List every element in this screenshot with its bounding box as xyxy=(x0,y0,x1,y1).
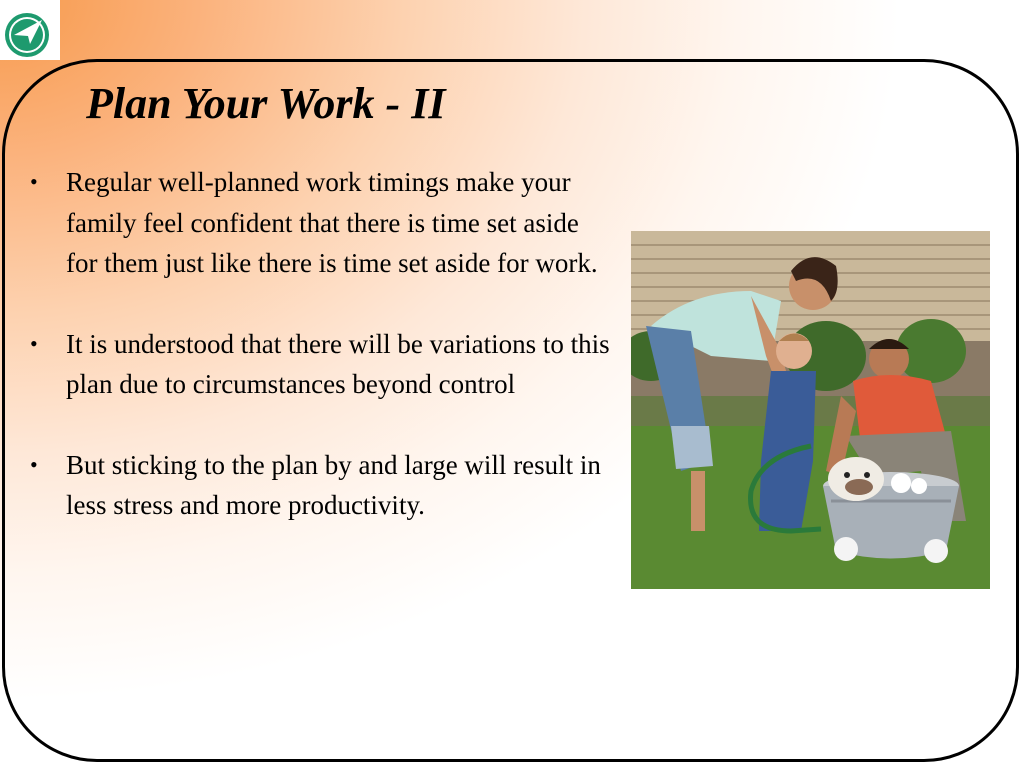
bullet-dot: • xyxy=(30,451,38,477)
bullet-text: Regular well-planned work timings make your family feel confident that there is time set aside for them just like there is time set aside for work. xyxy=(66,167,598,278)
bullet-dot: • xyxy=(30,330,38,356)
bullet-dot: • xyxy=(30,169,38,194)
bullet-item xyxy=(30,445,615,526)
compass-arrow-logo-icon xyxy=(0,0,60,60)
bullet-text: It is understood that there will be variations to this plan due to circumstances beyond control xyxy=(66,328,610,399)
bullet-list xyxy=(30,162,615,566)
bullet-text: But sticking to the plan by and large will result in less stress and more productivity. xyxy=(66,449,601,520)
bullet-item xyxy=(30,324,615,405)
family-photo xyxy=(631,231,990,589)
family-washing-dog-photo-icon xyxy=(631,231,990,589)
logo xyxy=(0,0,60,60)
slide-title: Plan Your Work - II xyxy=(86,79,446,128)
bullet-item xyxy=(30,162,615,284)
